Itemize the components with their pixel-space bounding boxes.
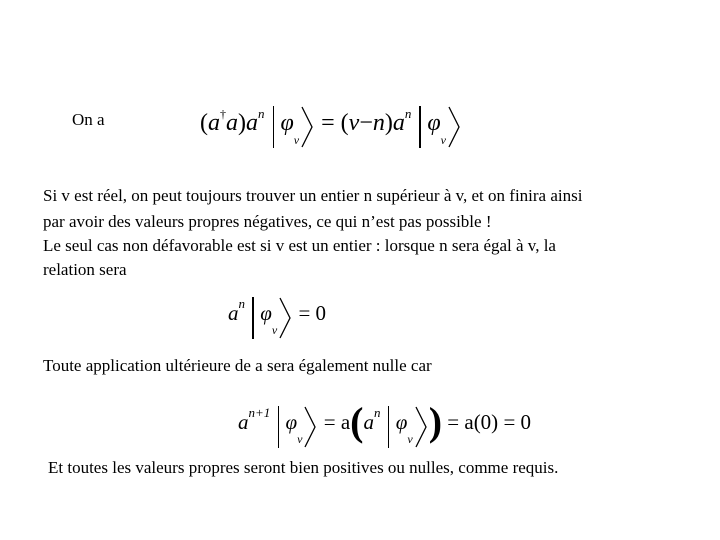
ket-phi-v: $\varphi_v$ <box>273 110 314 148</box>
equation-1: $(a^\dagger a)a^n$ $\varphi_v$ = $(v-n)a^n$ $\varphi_v$ <box>200 106 462 148</box>
para1-line2: par avoir des valeurs propres négatives, ce qui n’est pas possible ! <box>43 212 492 231</box>
ket-phi-v-2: $\varphi_v$ <box>252 301 291 338</box>
ket-phi-v-rhs: $\varphi_v$ <box>419 110 460 148</box>
equation-3: $a^{n+1}$ $\varphi_v$ = $a(a^n$ $\varphi_v$ ) = a(0) = 0 <box>238 399 532 446</box>
para3-text: Et toutes les valeurs propres seront bien positives ou nulles, comme requis. <box>48 458 559 477</box>
para1-line4: relation sera <box>43 260 127 279</box>
ket-phi-v-3: $\varphi_v$ <box>278 410 317 447</box>
intro-text: On a <box>72 110 105 129</box>
para1-line3: Le seul cas non défavorable est si v est un entier : lorsque n sera égal à v, la <box>43 236 556 255</box>
ket-phi-v-4: $\varphi_v$ <box>388 410 427 447</box>
para1-line1: Si v est réel, on peut toujours trouver un entier n supérieur à v, et on finira ainsi <box>43 186 583 205</box>
para2-text: Toute application ultérieure de a sera également nulle car <box>43 356 432 375</box>
equation-2: $a^n$ $\varphi_v$ = 0 <box>228 296 327 337</box>
